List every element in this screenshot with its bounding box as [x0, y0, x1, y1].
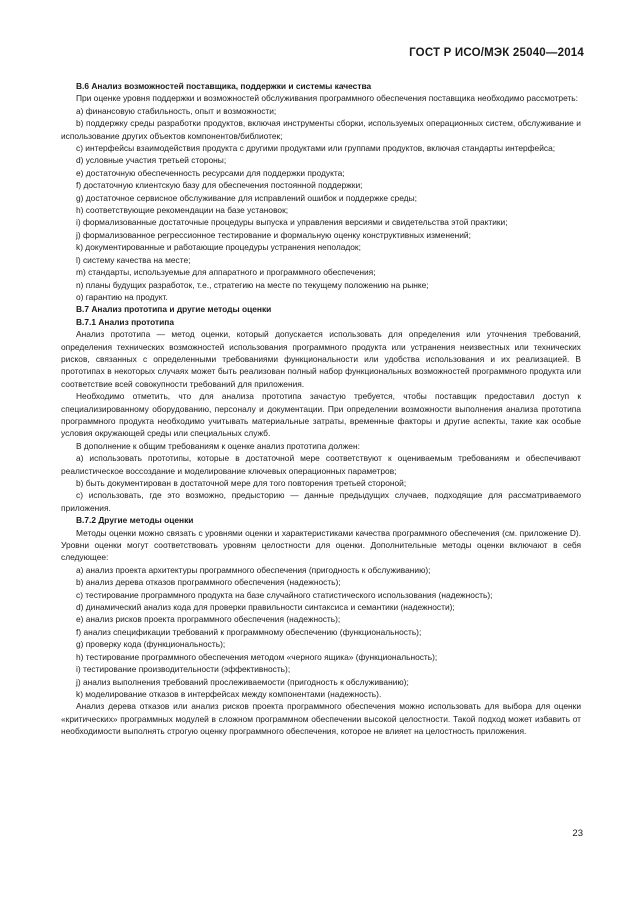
paragraph: f) достаточную клиентскую базу для обеспечения постоянной поддержки;	[76, 180, 363, 191]
paragraph: b) быть документирован в достаточной мере для того повторения третьей стороной;	[76, 478, 407, 488]
section-heading: B.6 Анализ возможностей поставщика, поддержки и системы качества	[76, 81, 372, 91]
paragraph: В дополнение к общим требованиям к оценке анализ прототипа должен:	[76, 440, 360, 451]
paragraph: a) финансовую стабильность, опыт и возможности;	[76, 105, 277, 116]
paragraph: f) анализ спецификации требований к программному обеспечению (функциональность);	[76, 626, 422, 637]
paragraph: e) достаточную обеспеченность ресурсами для поддержки продукта;	[76, 167, 345, 178]
page-number: 23	[572, 828, 583, 839]
paragraph: h) соответствующие рекомендации на базе установок;	[76, 205, 289, 216]
paragraph: d) условные участия третьей стороны;	[76, 155, 227, 166]
section-heading: B.7 Анализ прототипа и другие методы оценки	[76, 304, 272, 315]
paragraph: Методы оценки можно связать с уровнями оценки и характеристиками качества программного обеспечения (см. приложение D). Уровни оценки могут соответствовать уровням целостности для оценки. Дополнительные методы оценки включают в себя следующее:	[61, 527, 581, 563]
paragraph: Анализ прототипа — метод оценки, который допускается использовать для определения или уточнения требований, определения технических возможностей использования программного продукта или устранения неизвестных или технических рисков, связанных с определенными требованиями функциональности или удобства использования и их реализацией. В прототипах в некоторых случаях может быть реализован полный набор функциональных возможностей программного продукта или соответствие всей совокупности требований для приложения.	[61, 329, 581, 389]
paragraph: i) формализованные достаточные процедуры выпуска и управления версиями и свидетельства этой практики;	[76, 217, 508, 228]
paragraph: c) использовать, где это возможно, предысторию — данные предыдущих случаев, подходящие для рассматриваемого приложения.	[61, 490, 581, 513]
paragraph: g) проверку кода (функциональность);	[76, 639, 226, 650]
page-body	[61, 80, 581, 738]
paragraph: Анализ дерева отказов или анализ рисков проекта программного обеспечения можно использовать для выбора для оценки «критических» программных модулей в сложном программном обеспечении высокой целостности. Такой подход может избавить от необходимости выполнять строгую оценку программного обеспечения, которое не влияет на целостность приложения.	[61, 701, 581, 737]
section-heading: B.7.1 Анализ прототипа	[76, 316, 175, 327]
paragraph: g) достаточное сервисное обслуживание для исправлений ошибок и поддержке среды;	[76, 192, 417, 203]
paragraph: o) гарантию на продукт.	[76, 291, 168, 302]
paragraph: k) моделирование отказов в интерфейсах между компонентами (надежность).	[76, 688, 382, 699]
paragraph: a) анализ проекта архитектуры программного обеспечения (пригодность к обслуживанию);	[76, 564, 431, 575]
paragraph: n) планы будущих разработок, т.е., стратегию на месте по текущему положению на рынке;	[76, 279, 429, 290]
paragraph: l) систему качества на месте;	[76, 254, 191, 265]
paragraph: При оценке уровня поддержки и возможностей обслуживания программного обеспечения поставщика необходимо рассмотреть:	[76, 93, 578, 104]
paragraph: d) динамический анализ кода для проверки правильности синтаксиса и семантики (надежности);	[76, 602, 455, 613]
paragraph: c) тестирование программного продукта на базе случайного статистического использования (надежность);	[76, 589, 493, 600]
paragraph: c) интерфейсы взаимодействия продукта с другими продуктами или группами продуктов, включая стандарты интерфейса;	[76, 143, 556, 154]
paragraph: e) анализ рисков проекта программного обеспечения (надежность);	[76, 614, 341, 625]
paragraph: j) анализ выполнения требований прослеживаемости (пригодность к обслуживанию);	[76, 676, 409, 687]
paragraph: i) тестирование производительности (эффективность);	[76, 664, 291, 675]
paragraph: b) анализ дерева отказов программного обеспечения (надежность);	[76, 577, 341, 588]
paragraph: h) тестирование программного обеспечения методом «черного ящика» (функциональность);	[76, 651, 438, 662]
standard-code: ГОСТ Р ИСО/МЭК 25040—2014	[409, 47, 584, 59]
paragraph: k) документированные и работающие процедуры устранения неполадок;	[76, 242, 361, 253]
section-heading: B.7.2 Другие методы оценки	[76, 515, 194, 526]
paragraph: Необходимо отметить, что для анализа прототипа зачастую требуется, чтобы поставщик предоставил доступ к специализированному оборудованию, персоналу и документации. При определении возможности выполнения анализа прототипа программного продукта необходимо учитывать материальные затраты, временные факторы и другие аспекты, такие как особые условия окружающей среды или специальных служб.	[61, 391, 581, 439]
paragraph: m) стандарты, используемые для аппаратного и программного обеспечения;	[76, 267, 376, 278]
paragraph: j) формализованное регрессионное тестирование и формальную оценку конструктивных изменений;	[76, 229, 471, 240]
paragraph: a) использовать прототипы, которые в достаточной мере соответствуют к оцениваемым требованиям и обеспечивают реалистическое воссоздание и моделирование ключевых операционных параметров;	[61, 453, 581, 476]
paragraph: b) поддержку среды разработки продуктов, включая инструменты сборки, используемых операционных систем, обслуживание и использование других объектов компонентов/библиотек;	[61, 118, 581, 141]
